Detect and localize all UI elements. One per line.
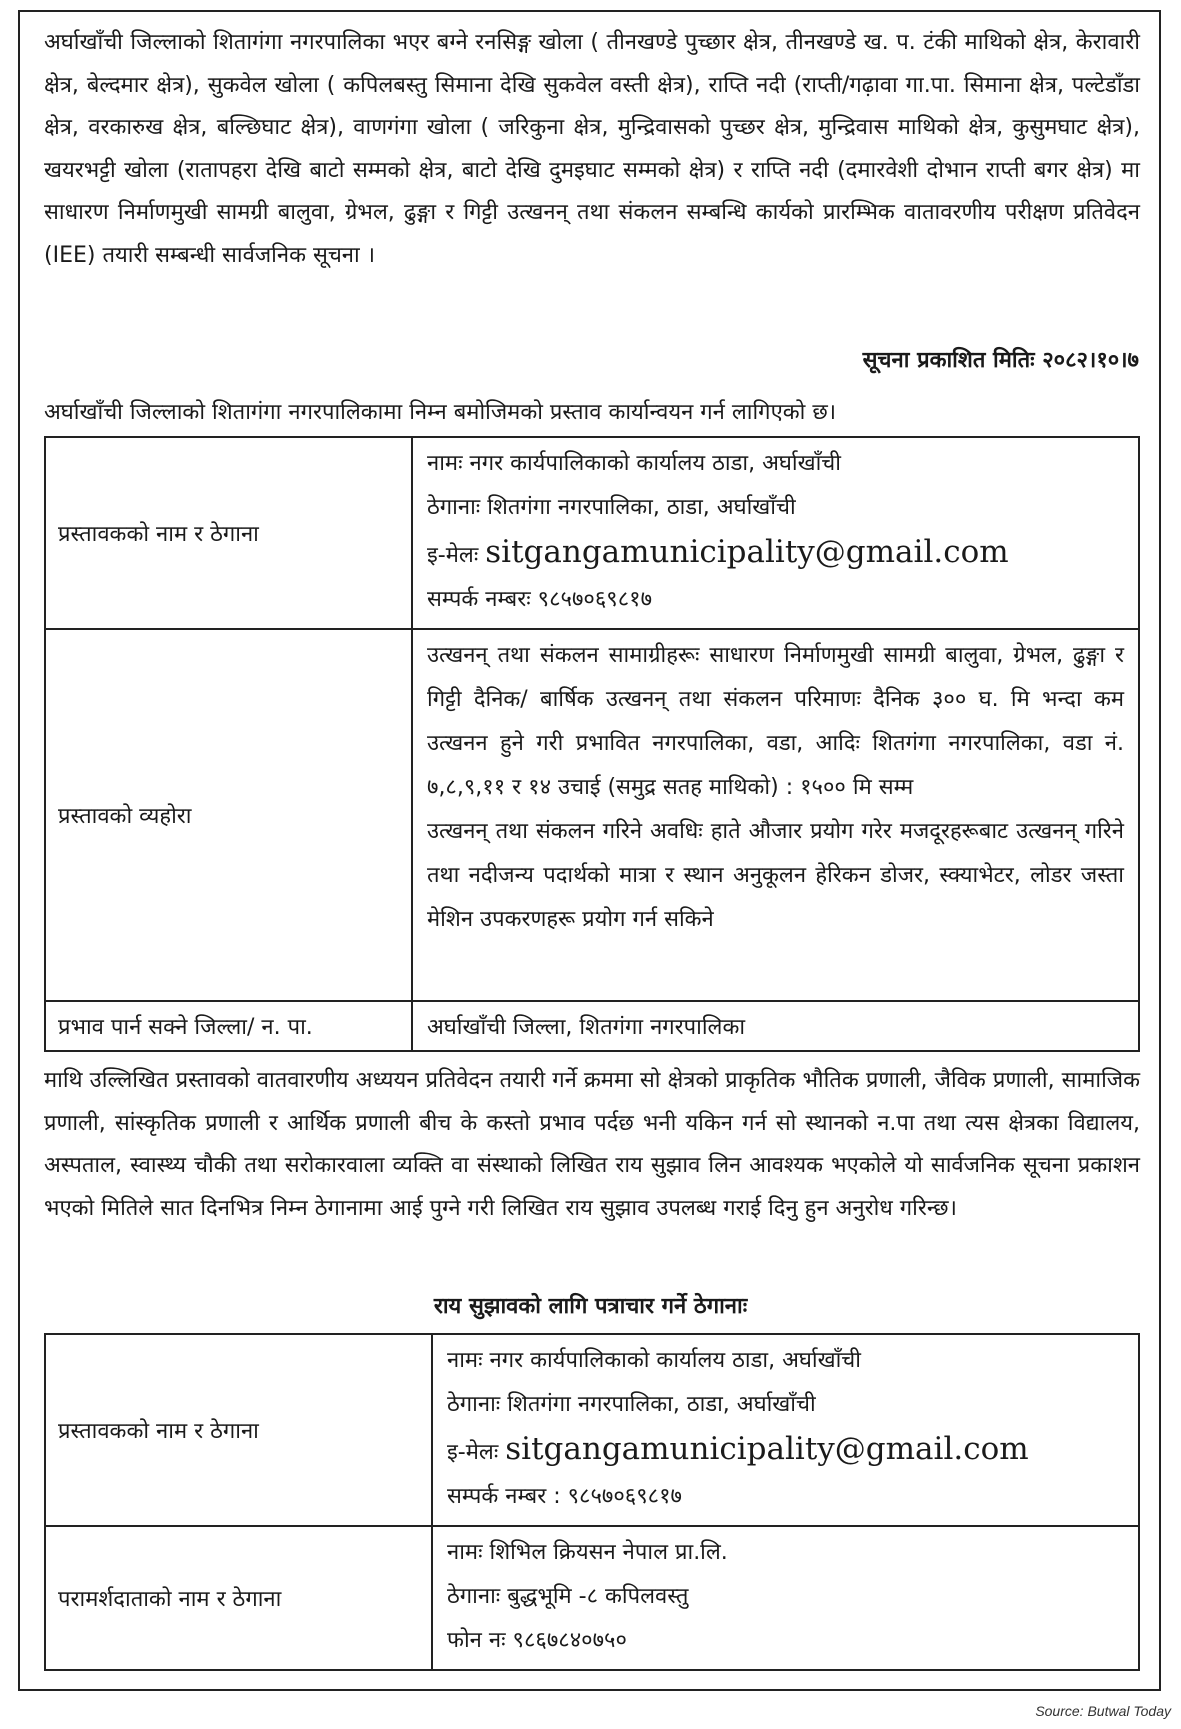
email-prefix: इ-मेलः [427, 543, 479, 568]
table-row [45, 437, 1139, 629]
consultant-name: नामः शिभिल क्रियसन नेपाल प्रा.लि. [447, 1540, 728, 1565]
description-label: प्रस्तावको व्यहोरा [45, 629, 412, 1001]
description-para2: उत्खनन् तथा संकलन गरिने अवधिः हाते औजार प्रयोग गरेर मजदूरहरूबाट उत्खनन् गरिने तथा नदीजन्य पदार्थको मात्रा र स्थान अनुकूलन हेरिकन डोजर, स्क्याभेटर, लोडर जस्ता मेशिन उपकरणहरू प्रयोग गर्न सकिने [427, 819, 1124, 932]
table-row [45, 1001, 1139, 1051]
affected-value: अर्घाखाँची जिल्ला, शितगंगा नगरपालिका [412, 1001, 1139, 1051]
email-prefix: इ-मेलः [447, 1440, 499, 1465]
table-row [45, 1334, 1139, 1526]
proponent-email: sitgangamunicipality@gmail.com [485, 534, 1009, 570]
affected-label: प्रभाव पार्न सक्ने जिल्ला/ न. पा. [45, 1001, 412, 1051]
proponent-email: sitgangamunicipality@gmail.com [505, 1431, 1029, 1467]
table-row [45, 629, 1139, 1001]
proponent-details [412, 437, 1139, 629]
body-paragraph: माथि उल्लिखित प्रस्तावको वातवारणीय अध्ययन प्रतिवेदन तयारी गर्ने क्रममा सो क्षेत्रको प्राकृतिक भौतिक प्रणाली, जैविक प्रणाली, सामाजिक प्रणाली, सांस्कृतिक प्रणाली र आर्थिक प्रणाली बीच के कस्तो प्रभाव पर्दछ भनी यकिन गर्न सो स्थानको न.पा तथा त्यस क्षेत्रका विद्यालय, अस्पताल, स्वास्थ्य चौकी तथा सरोकारवाला व्यक्ति वा संस्थाको लिखित राय सुझाव लिन आवश्यक भएकोले यो सार्वजनिक सूचना प्रकाशन भएको मितिले सात दिनभित्र निम्न ठेगानामा आई पुग्ने गरी लिखित राय सुझाव उपलब्ध गराई दिनु हुन अनुरोध गरिन्छ। [44, 1068, 1140, 1221]
consultant-details [432, 1526, 1139, 1670]
notice-title-paragraph: अर्घाखाँची जिल्लाको शितागंगा नगरपालिका भएर बग्ने रनसिङ्ग खोला ( तीनखण्डे पुच्छार क्षेत्र, तीनखण्डे ख. प. टंकी माथिको क्षेत्र, केरावारी क्षेत्र, बेल्दमार क्षेत्र), सुकवेल खोला ( कपिलबस्तु सिमाना देखि सुकवेल वस्ती क्षेत्र), राप्ति नदी (राप्ती/गढ़ावा गा.पा. सिमाना क्षेत्र, पल्टेडाँडा क्षेत्र, वरकारुख क्षेत्र, बल्छिघाट क्षेत्र), वाणगंगा खोला ( जरिकुना क्षेत्र, मुन्द्रिवासको पुच्छर क्षेत्र, मुन्द्रिवास माथिको क्षेत्र, कुसुमघाट क्षेत्र), खयरभट्टी खोला (रातापहरा देखि बाटो सम्मको क्षेत्र, बाटो देखि दुमइघाट सम्मको क्षेत्र) र राप्ति नदी (दमारवेशी दोभान राप्ती बगर क्षेत्र) मा साधारण निर्माणमुखी सामग्री बालुवा, ग्रेभल, ढुङ्गा र गिट्टी उत्खनन् तथा संकलन सम्बन्धि कार्यको प्रारम्भिक वातावरणीय परीक्षण प्रतिवेदन (IEE) तयारी सम्बन्धी सार्वजनिक सूचना । [44, 30, 1140, 268]
source-credit: Source: Butwal Today [1035, 1703, 1171, 1719]
address-caption: राय सुझावको लागि पत्राचार गर्ने ठेगानाः [433, 1294, 748, 1319]
proponent-details [432, 1334, 1139, 1526]
description-para1: उत्खनन् तथा संकलन सामाग्रीहरूः साधारण निर्माणमुखी सामग्री बालुवा, ग्रेभल, ढुङ्गा र गिट्टी दैनिक/ बार्षिक उत्खनन् तथा संकलन परिमाणः दैनिक ३०० घ. मि भन्दा कम उत्खनन हुने गरी प्रभावित नगरपालिका, वडा, आदिः शितगंगा नगरपालिका, वडा नं. ७,८,९,११ र १४ उचाई (समुद्र सतह माथिको) : १५०० मि सम्म [427, 643, 1124, 800]
proponent-contact: सम्पर्क नम्बरः ९८५७०६९८१७ [427, 587, 653, 612]
proponent-name: नामः नगर कार्यपालिकाको कार्यालय ठाडा, अर्घाखाँची [427, 451, 841, 476]
intro-line: अर्घाखाँची जिल्लाको शितागंगा नगरपालिकामा निम्न बमोजिमको प्रस्ताव कार्यान्वयन गर्न लागिएको छ। [44, 400, 837, 425]
proposal-table [44, 436, 1140, 1052]
consultant-label: परामर्शदाताको नाम र ठेगाना [45, 1526, 432, 1670]
address-table [44, 1333, 1140, 1671]
proponent-address: ठेगानाः शितगंगा नगरपालिका, ठाडा, अर्घाखाँची [427, 495, 796, 520]
consultant-phone: फोन नः ९८६७८४०७५० [447, 1628, 627, 1653]
proponent-contact: सम्पर्क नम्बर : ९८५७०६९८१७ [447, 1484, 682, 1509]
table-row [45, 1526, 1139, 1670]
proponent-email-line [447, 1427, 1124, 1475]
proponent-email-line [427, 530, 1124, 578]
proponent-label: प्रस्तावकको नाम र ठेगाना [45, 437, 412, 629]
published-date: सूचना प्रकाशित मितिः २०८२।१०।७ [862, 348, 1139, 373]
proponent-address: ठेगानाः शितगंगा नगरपालिका, ठाडा, अर्घाखाँची [447, 1392, 816, 1417]
consultant-address: ठेगानाः बुद्धभूमि -८ कपिलवस्तु [447, 1584, 689, 1609]
proponent-name: नामः नगर कार्यपालिकाको कार्यालय ठाडा, अर्घाखाँची [447, 1348, 861, 1373]
proponent-label: प्रस्तावकको नाम र ठेगाना [45, 1334, 432, 1526]
description-details [412, 629, 1139, 1001]
